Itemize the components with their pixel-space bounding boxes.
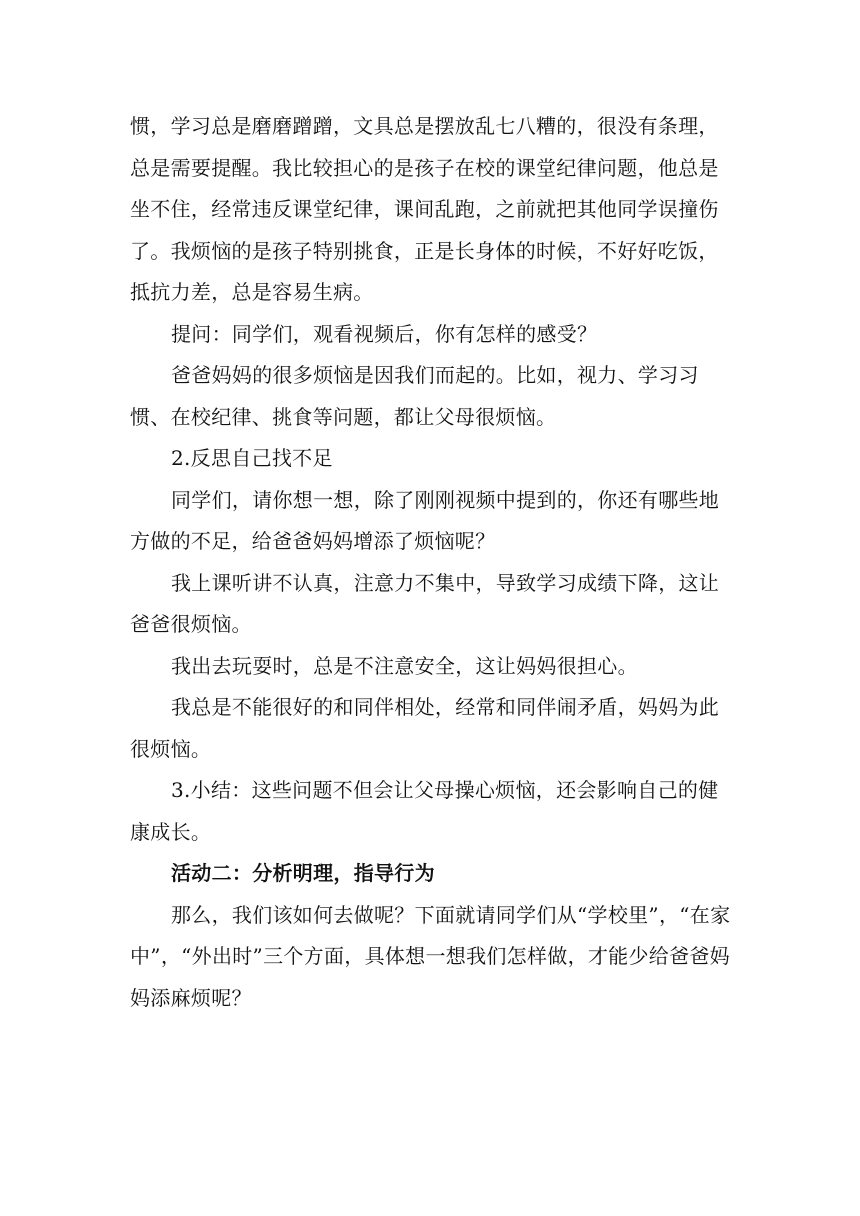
paragraph-question: 提问：同学们，观看视频后，你有怎样的感受？ — [171, 321, 598, 346]
paragraph-example-3: 我总是不能很好的和同伴相处，经常和同伴闹矛盾，妈妈为此很烦恼。 — [130, 695, 720, 761]
paragraph-example-1: 我上课听讲不认真，注意力不集中，导致学习成绩下降，这让爸爸很烦恼。 — [130, 570, 720, 636]
paragraph-prompt: 同学们，请你想一想，除了刚刚视频中提到的，你还有哪些地方做的不足，给爸爸妈妈增添了烦恼呢？ — [130, 487, 720, 553]
paragraph-example-2: 我出去玩耍时，总是不注意安全，这让妈妈很担心。 — [171, 653, 638, 678]
paragraph-instruction: 那么，我们该如何去做呢？下面就请同学们从“学校里”，“在家中”，“外出时”三个方面，具体想一想我们怎样做，才能少给爸爸妈妈添麻烦呢？ — [130, 902, 731, 1010]
paragraph-answer: 爸爸妈妈的很多烦恼是因我们而起的。比如，视力、学习习惯、在校纪律、挑食等问题，都让父母很烦恼。 — [130, 363, 699, 429]
section-heading-reflect: 2.反思自己找不足 — [171, 446, 333, 470]
document-body — [130, 106, 732, 1019]
paragraph-continued: 惯，学习总是磨磨蹭蹭，文具总是摆放乱七八糟的，很没有条理，总是需要提醒。我比较担心的是孩子在校的课堂纪律问题，他总是坐不住，经常违反课堂纪律，课间乱跑，之前就把其他同学误撞伤了。我烦恼的是孩子特别挑食，正是长身体的时候，不好好吃饭，抵抗力差，总是容易生病。 — [130, 114, 719, 304]
activity-heading: 活动二：分析明理，指导行为 — [171, 861, 435, 885]
section-summary: 3.小结：这些问题不但会让父母操心烦恼，还会影响自己的健康成长。 — [130, 778, 719, 844]
